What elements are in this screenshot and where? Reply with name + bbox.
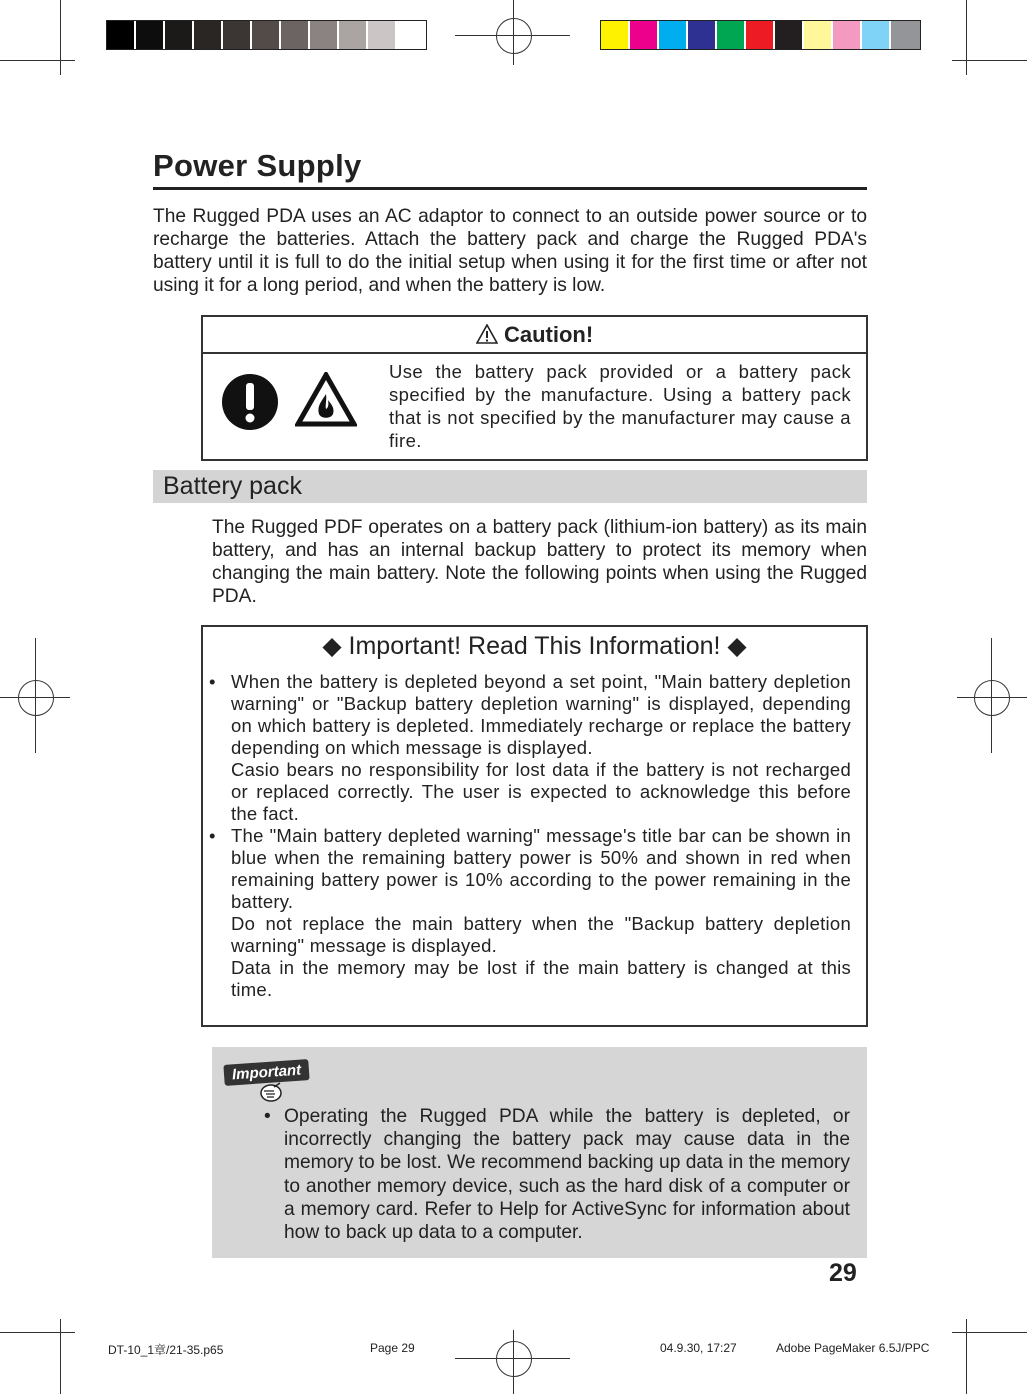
battery-paragraph: The Rugged PDF operates on a battery pack (lithium-ion battery) as its main battery, and has an internal backup battery to protect its memory when changing the main battery. Note the following points when using the Rugged PDA. (212, 517, 867, 607)
color-swatch (165, 21, 194, 49)
color-swatch (862, 21, 891, 49)
color-swatch (717, 21, 746, 49)
bullet-dot: • (209, 671, 216, 692)
page-title: Power Supply (153, 148, 362, 183)
color-swatch (107, 21, 136, 49)
important-note-box (212, 1047, 867, 1258)
bullet-dot: • (264, 1106, 271, 1127)
exclamation-icon (221, 373, 279, 431)
color-swatch (659, 21, 688, 49)
color-swatch (746, 21, 775, 49)
color-swatch (891, 21, 920, 49)
footer-file: DT-10_1章/21-35.p65 (108, 1343, 224, 1357)
bullet-paragraph: Do not replace the main battery when the "Backup battery depletion warning" message is displayed. (231, 913, 851, 956)
caution-heading: Caution! (503, 322, 594, 347)
section-heading: Battery pack (163, 472, 302, 500)
color-swatch (804, 21, 833, 49)
important-tag: Important (223, 1059, 309, 1086)
color-calibration-strip (600, 20, 921, 50)
bullet-paragraph: Casio bears no responsibility for lost data if the battery is not recharged or replaced correctly. The user is expected to acknowledge this before the fact. (231, 759, 851, 824)
caution-text: Use the battery pack provided or a battery pack specified by the manufacture. Using a battery pack that is not specified by the manufacturer may cause a fire. (389, 361, 851, 451)
page-number: 29 (829, 1259, 857, 1287)
footer-app: Adobe PageMaker 6.5J/PPC (776, 1341, 930, 1355)
registration-mark-left (18, 680, 54, 716)
color-swatch (688, 21, 717, 49)
bullet-paragraph: Data in the memory may be lost if the main battery is changed at this time. (231, 957, 851, 1000)
section-heading-band (153, 470, 867, 503)
pointing-hand-icon (258, 1081, 284, 1103)
warning-triangle-icon (476, 324, 498, 344)
color-swatch (833, 21, 862, 49)
color-swatch (194, 21, 223, 49)
intro-paragraph: The Rugged PDA uses an AC adaptor to connect to an outside power source or to recharge the batteries. Attach the battery pack and charge the Rugged PDA's battery until it is full to do the initial setup when using it for the first time or after not using it for a long period, and when the battery is low. (153, 206, 867, 296)
caution-header (203, 317, 866, 354)
important-info-heading: ◆ Important! Read This Information! ◆ (322, 632, 747, 660)
caution-box (201, 315, 868, 461)
color-swatch (223, 21, 252, 49)
registration-mark-top (496, 18, 532, 54)
footer-date: 04.9.30, 17:27 (660, 1341, 737, 1355)
color-swatch (630, 21, 659, 49)
color-swatch (368, 21, 397, 49)
bullet-paragraph: When the battery is depleted beyond a set point, "Main battery depletion warning" or "Backup battery depletion warning" is displayed, depending on which battery is depleted. Immediately recharge or replace the battery depending on which message is displayed. (231, 671, 851, 758)
color-swatch (281, 21, 310, 49)
fire-hazard-icon (295, 372, 357, 428)
important-note-text: Operating the Rugged PDA while the battery is depleted, or incorrectly changing the battery pack may cause data in the memory to be lost. We recommend backing up data in the memory to another memory device, such as the hard disk of a computer or a memory card. Refer to Help for ActiveSync for information about how to back up data to a computer. (284, 1106, 850, 1244)
color-swatch (601, 21, 630, 49)
gray-calibration-strip (106, 20, 427, 50)
bullet-dot: • (209, 825, 216, 846)
list-item (209, 671, 851, 825)
registration-mark-right (974, 680, 1010, 716)
color-swatch (252, 21, 281, 49)
important-note-item (264, 1105, 850, 1244)
list-item (209, 825, 851, 1001)
bullet-paragraph: The "Main battery depleted warning" message's title bar can be shown in blue when the remaining battery power is 50% and shown in red when remaining battery power is 10% according to the power remaining in the battery. (231, 825, 851, 912)
color-swatch (136, 21, 165, 49)
color-swatch (397, 21, 426, 49)
important-info-box (201, 625, 868, 1027)
title-rule (153, 187, 867, 190)
important-info-list (209, 671, 851, 1001)
color-swatch (310, 21, 339, 49)
color-swatch (775, 21, 804, 49)
registration-mark-bottom (496, 1341, 532, 1377)
color-swatch (339, 21, 368, 49)
footer-page: Page 29 (370, 1341, 415, 1355)
